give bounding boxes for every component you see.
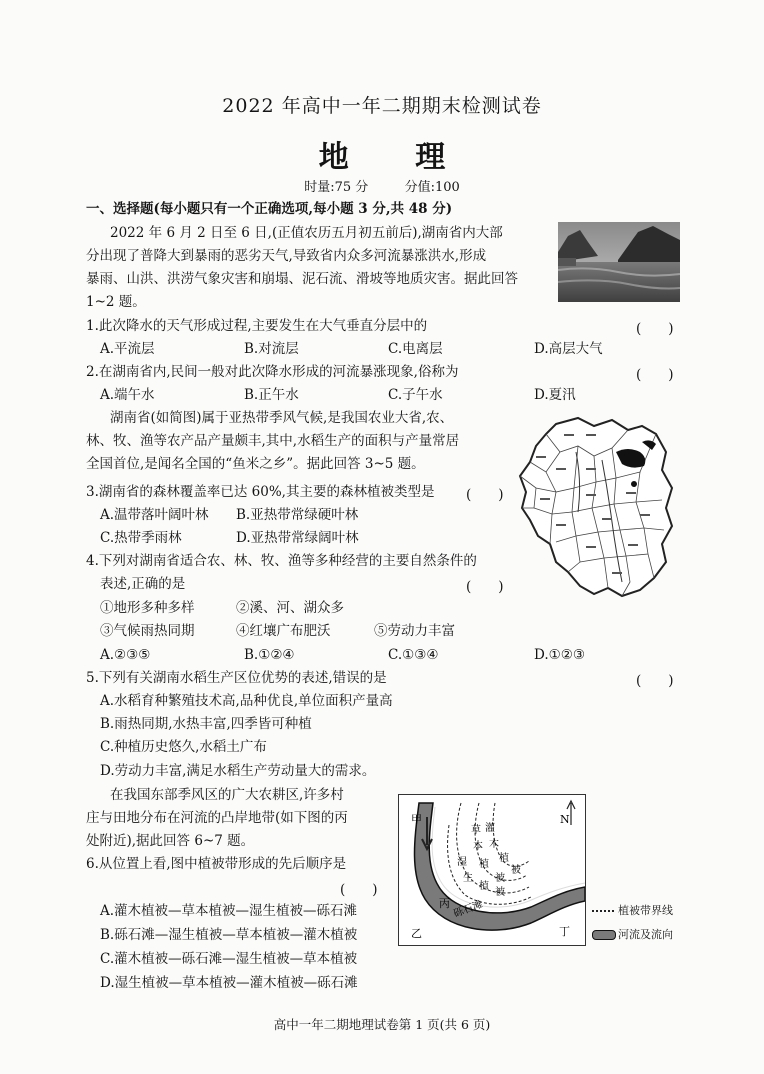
veg-label: 植 bbox=[479, 859, 489, 870]
q4-item: ②溪、河、湖众多 bbox=[236, 600, 344, 616]
q2-stem: 2.在湖南省内,民间一般对此次降水形成的河流暴涨现象,俗称为 bbox=[86, 364, 459, 380]
passage1-line: 2022 年 6 月 2 日至 6 日,(正值农历五月初五前后),湖南省内大部 bbox=[110, 225, 503, 241]
q4-item: ④红壤广布肥沃 bbox=[236, 623, 331, 639]
q6-option-c[interactable]: C.灌木植被—砾石滩—湿生植被—草本植被 bbox=[100, 951, 358, 967]
gravel-label: 砾石滩 bbox=[452, 899, 485, 920]
q2-option-c[interactable]: C.子午水 bbox=[388, 387, 443, 403]
q1-stem: 1.此次降水的天气形成过程,主要发生在大气垂直分层中的 bbox=[86, 318, 428, 334]
q5-option-a[interactable]: A.水稻育种繁殖技术高,品种优良,单位面积产量高 bbox=[100, 693, 393, 709]
boundary-legend-label: 植被带界线 bbox=[618, 904, 673, 917]
q4-answer-paren[interactable]: ( ) bbox=[466, 579, 504, 595]
passage1-line: 分出现了普降大到暴雨的恶劣天气,导致省内众多河流暴涨洪水,形成 bbox=[86, 248, 487, 264]
q5-answer-paren[interactable]: ( ) bbox=[636, 673, 674, 689]
veg-label: 草 bbox=[471, 825, 481, 836]
q4-item: ⑤劳动力丰富 bbox=[374, 623, 455, 639]
q6-stem: 6.从位置上看,图中植被带形成的先后顺序是 bbox=[86, 856, 347, 872]
passage2-line: 林、牧、渔等农产品产量颇丰,其中,水稻生产的面积与产量常居 bbox=[86, 433, 460, 449]
veg-label: 植 bbox=[479, 881, 489, 892]
passage1-line: 1~2 题。 bbox=[86, 294, 146, 310]
passage3-line: 处附近),据此回答 6~7 题。 bbox=[86, 833, 255, 849]
bing-label: 丙 bbox=[439, 897, 450, 910]
q6-option-b[interactable]: B.砾石滩—湿生植被—草本植被—灌木植被 bbox=[100, 927, 358, 943]
q2-answer-paren[interactable]: ( ) bbox=[636, 367, 674, 383]
q1-option-a[interactable]: A.平流层 bbox=[100, 341, 155, 357]
q5-option-b[interactable]: B.雨热同期,水热丰富,四季皆可种植 bbox=[100, 716, 312, 732]
north-label: N bbox=[560, 813, 570, 826]
exam-meta bbox=[0, 176, 764, 195]
q6-option-d[interactable]: D.湿生植被—草本植被—灌木植被—砾石滩 bbox=[100, 975, 358, 991]
passage2-line: 全国首位,是闻名全国的“鱼米之乡”。据此回答 3~5 题。 bbox=[86, 456, 425, 472]
veg-label: 灌 bbox=[485, 823, 495, 834]
q1-option-b[interactable]: B.对流层 bbox=[244, 341, 299, 357]
q3-answer-paren[interactable]: ( ) bbox=[466, 487, 504, 503]
full-score: 分值:100 bbox=[404, 180, 460, 195]
q3-option-c[interactable]: C.热带季雨林 bbox=[100, 530, 182, 546]
boundary-legend-swatch bbox=[592, 910, 614, 912]
q1-answer-paren[interactable]: ( ) bbox=[636, 321, 674, 337]
veg-label: 植 bbox=[499, 853, 509, 864]
q5-stem: 5.下列有关湖南水稻生产区位优势的表述,错误的是 bbox=[86, 670, 387, 686]
passage3-line: 庄与田地分布在河流的凸岸地带(如下图的丙 bbox=[86, 810, 348, 826]
q3-option-a[interactable]: A.温带落叶阔叶林 bbox=[100, 507, 209, 523]
subject-title: 地 理 bbox=[318, 140, 474, 175]
passage1-line: 暴雨、山洪、洪涝气象灾害和崩塌、泥石流、滑坡等地质灾害。据此回答 bbox=[86, 271, 518, 287]
q4-option-a[interactable]: A.②③⑤ bbox=[100, 647, 151, 663]
hunan-map bbox=[516, 412, 682, 602]
veg-label: 被 bbox=[495, 873, 505, 884]
yi-label: 乙 bbox=[411, 927, 422, 940]
q5-option-c[interactable]: C.种植历史悠久,水稻土广布 bbox=[100, 739, 267, 755]
section-heading: 一、选择题(每小题只有一个正确选项,每小题 3 分,共 48 分) bbox=[86, 201, 453, 217]
veg-label: 湿 bbox=[457, 857, 467, 868]
veg-label: 生 bbox=[463, 873, 473, 884]
ding-label: 丁 bbox=[559, 925, 570, 938]
river-legend-label: 河流及流向 bbox=[618, 928, 673, 941]
q4-option-b[interactable]: B.①②④ bbox=[244, 647, 295, 663]
q3-stem: 3.湖南省的森林覆盖率已达 60%,其主要的森林植被类型是 bbox=[86, 484, 435, 500]
exam-title: 2022 年高中一年二期期末检测试卷 bbox=[222, 95, 542, 117]
q1-option-c[interactable]: C.电离层 bbox=[388, 341, 443, 357]
veg-label: 木 bbox=[489, 839, 499, 850]
q3-option-d[interactable]: D.亚热带常绿阔叶林 bbox=[236, 530, 359, 546]
q4-option-d[interactable]: D.①②③ bbox=[534, 647, 585, 663]
passage3-line: 在我国东部季风区的广大农耕区,许多村 bbox=[110, 787, 344, 803]
q1-option-d[interactable]: D.高层大气 bbox=[534, 341, 603, 357]
veg-label: 本 bbox=[473, 841, 483, 852]
q2-option-d[interactable]: D.夏汛 bbox=[534, 387, 576, 403]
q4-item: ①地形多种多样 bbox=[100, 600, 195, 616]
q3-option-b[interactable]: B.亚热带常绿硬叶林 bbox=[236, 507, 359, 523]
q4-stem-line2: 表述,正确的是 bbox=[100, 576, 186, 592]
river-meander-figure bbox=[398, 794, 586, 946]
q2-option-b[interactable]: B.正午水 bbox=[244, 387, 299, 403]
q2-option-a[interactable]: A.端午水 bbox=[100, 387, 155, 403]
q4-stem-line1: 4.下列对湖南省适合农、林、牧、渔等多种经营的主要自然条件的 bbox=[86, 553, 477, 569]
flood-photo bbox=[558, 222, 680, 302]
passage2-line: 湖南省(如简图)属于亚热带季风气候,是我国农业大省,农、 bbox=[110, 410, 454, 426]
q6-answer-paren[interactable]: ( ) bbox=[340, 882, 378, 898]
river-legend-swatch bbox=[592, 930, 616, 940]
figure-legend bbox=[592, 904, 722, 948]
veg-label: 被 bbox=[495, 887, 505, 898]
q5-option-d[interactable]: D.劳动力丰富,满足水稻生产劳动量大的需求。 bbox=[100, 763, 376, 779]
q4-option-c[interactable]: C.①③④ bbox=[388, 647, 439, 663]
page-footer: 高中一年二期地理试卷第 1 页(共 6 页) bbox=[273, 1017, 491, 1032]
q6-option-a[interactable]: A.灌木植被—草本植被—湿生植被—砾石滩 bbox=[100, 903, 358, 919]
veg-label: 被 bbox=[511, 865, 521, 876]
q4-item: ③气候雨热同期 bbox=[100, 623, 195, 639]
time-limit: 时量:75 分 bbox=[304, 180, 369, 195]
jia-label: 甲 bbox=[411, 813, 422, 826]
